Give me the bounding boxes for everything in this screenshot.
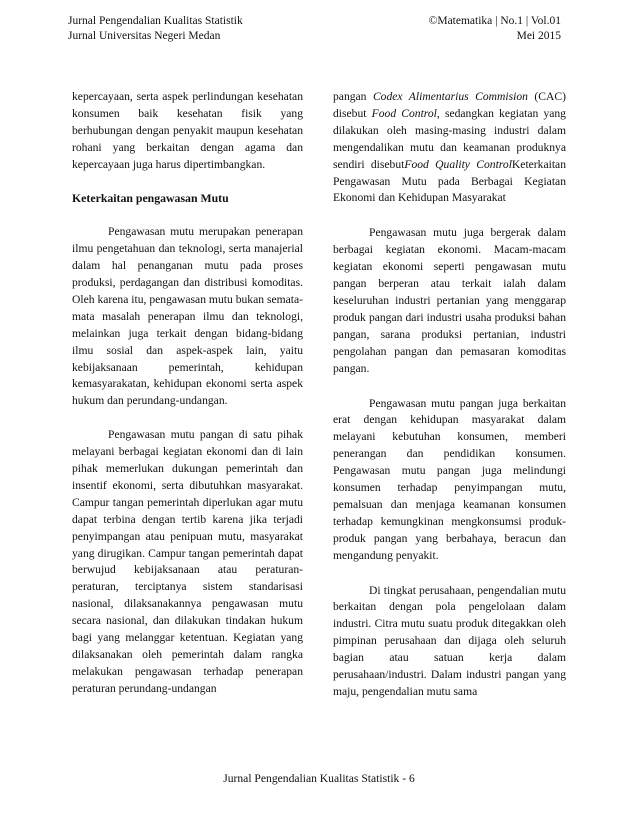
journal-title: Jurnal Pengendalian Kualitas Statistik	[68, 15, 243, 27]
journal-publisher: Jurnal Universitas Negeri Medan	[68, 30, 221, 42]
section-heading: Keterkaitan pengawasan Mutu	[72, 191, 229, 206]
italic-term: Food Quality Control	[404, 157, 512, 171]
right-column	[333, 89, 566, 701]
journal-date: Mei 2015	[516, 30, 561, 42]
paragraph: kepercayaan, serta aspek perlindungan kesehatan konsumen baik kesehatan fisik yang berhubungan dengan penyakit maupun kesehatan rohani yang berkaitan dengan agama dan kepercayaan juga harus dipertimbangkan.	[72, 90, 303, 171]
page-footer: Jurnal Pengendalian Kualitas Statistik - 6	[223, 772, 415, 785]
italic-term: Codex Alimentarius Commision	[372, 90, 528, 103]
paragraph: pangan Codex Alimentarius Commision (CAC) disebut Food Control, sedangkan kegiatan yang dilakukan oleh masing-masing industri dalam mengendalikan mutu dan keamanan produknya sendiri disebutFood Quality ControlKeterkaitan Pengawasan Mutu pada Berbagai Kegiatan Ekonomi dan Kehidupan Masyarakat	[333, 90, 566, 205]
paragraph: Di tingkat perusahaan, pengendalian mutu berkaitan dengan pola pengelolaan dalam industri. Citra mutu suatu produk ditegakkan oleh pimpinan perusahaan dan dijaga oleh seluruh bagian atau satuan kerja dalam perusahaan/industri. Dalam industri pangan yang maju, pengendalian mutu sama	[333, 583, 566, 698]
paragraph: Pengawasan mutu merupakan penerapan ilmu pengetahuan dan teknologi, serta manajerial dalam hal penanganan mutu pada proses produksi, perdagangan dan distribusi komoditas. Oleh karena itu, pengawasan mutu bukan semata-mata masalah penerapan ilmu dan teknologi, melainkan juga terkait dengan bidang-bidang ilmu sosial dan aspek-aspek lain, yaitu kebijaksanaan pemerintah, kehidupan kemasyarakatan, kehidupan ekonomi serta aspek hukum dan perundang-undangan.	[72, 225, 303, 408]
paragraph: Pengawasan mutu pangan juga berkaitan erat dengan kehidupan masyarakat dalam melayani kebutuhan konsumen, memberi penerangan dan pendidikan konsumen. Pengawasan mutu pangan juga melindungi konsumen terhadap penyimpangan mutu, pemalsuan dan menjaga keamanan konsumen terhadap kemungkinan mengkonsumsi produk-produk pangan yang berbahaya, beracun dan mengandung penyakit.	[333, 396, 566, 562]
running-header-left	[68, 14, 243, 44]
journal-volume: ©Matematika | No.1 | Vol.01	[428, 15, 561, 27]
running-header-right	[429, 14, 561, 44]
paragraph: Pengawasan mutu pangan di satu pihak melayani berbagai kegiatan ekonomi dan di lain pihak memerlukan dukungan pemerintah dan insentif ekonomi, serta dibutuhkan masyarakat. Campur tangan pemerintah diperlukan agar mutu dapat terbina dengan tertib karena jika terjadi penyimpangan atau penipuan mutu, masyarakat yang dirugikan. Campur tangan pemerintah dapat berwujud kebijaksanaan atau peraturan-peraturan, terciptanya sistem standarisasi nasional, dilaksanakannya pengawasan mutu secara nasional, dan dilakukan tindakan hukum bagi yang melanggar ketentuan. Kegiatan yang dilaksanakan oleh pemerintah dalam rangka melakukan pengawasan terhadap penerapan peraturan perundang-undangan	[72, 428, 303, 695]
paragraph: Pengawasan mutu juga bergerak dalam berbagai kegiatan ekonomi. Macam-macam kegiatan ekonomi seperti pengawasan mutu pangan berperan atau terkait ialah dalam keseluruhan industri pertanian yang menggarap produk pangan dari industri usaha produksi bahan pangan, sarana produksi pertanian, industri pengolahan pangan dan pemasaran komoditas pangan.	[333, 226, 566, 375]
left-column	[72, 89, 303, 698]
italic-term: Food Control	[371, 106, 437, 120]
